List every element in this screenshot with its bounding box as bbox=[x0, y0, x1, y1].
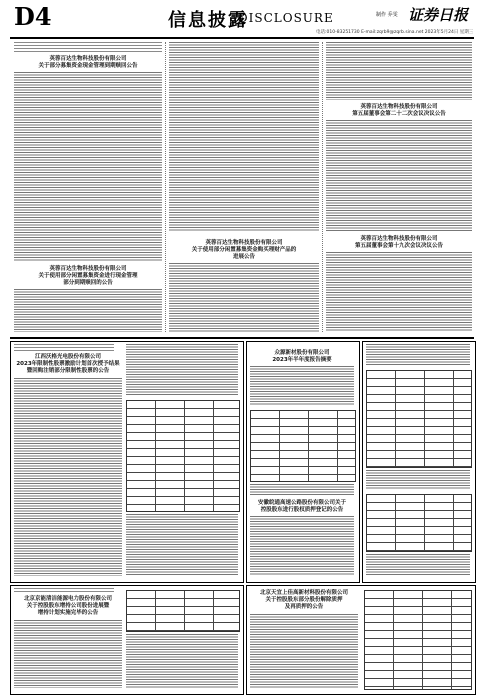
article-title: 英蓉百达生物科技股份有限公司 bbox=[205, 240, 283, 246]
column-divider bbox=[165, 42, 166, 332]
article-subtitle: 关于控股股东部分股份解除质押 bbox=[265, 597, 343, 603]
article-subtitle: 2023年半年度报告摘要 bbox=[272, 357, 332, 363]
text-block bbox=[366, 344, 470, 366]
text-block bbox=[366, 554, 470, 576]
data-table bbox=[364, 590, 472, 690]
article-title: 北京天宜上佳高新材料股份有限公司 bbox=[259, 590, 348, 596]
data-table bbox=[366, 370, 472, 468]
article-title: 英蓉百达生物科技股份有限公司 bbox=[49, 56, 127, 62]
column-divider bbox=[322, 42, 323, 332]
page-code: D4 bbox=[14, 2, 52, 31]
text-block bbox=[326, 252, 472, 332]
meta-line: 电话:010-83251730 E-mail:zqrb9@zqrb.sina.net 2023年5月24日 星期三 bbox=[316, 30, 474, 35]
section-title-en: DISCLOSURE bbox=[238, 11, 334, 25]
text-block bbox=[169, 42, 319, 232]
article-subtitle: 及再质押的公告 bbox=[284, 604, 324, 610]
section-title: 信息披露 bbox=[168, 10, 248, 31]
header-rule bbox=[10, 37, 474, 39]
article-subtitle: 关于部分募集资金现金管理到期赎回公告 bbox=[38, 63, 138, 69]
text-block bbox=[14, 42, 162, 54]
text-block bbox=[14, 620, 122, 688]
page-header bbox=[0, 0, 484, 38]
text-block bbox=[126, 514, 238, 576]
article-title: 英蓉百达生物科技股份有限公司 bbox=[360, 236, 438, 242]
text-block bbox=[14, 72, 162, 262]
article-subtitle: 关于使用部分闲置募集资金购买理财产品的 bbox=[191, 247, 297, 253]
data-table bbox=[126, 400, 240, 512]
text-block bbox=[126, 634, 238, 688]
article-subtitle: 2023年限制性股票激励计划首次授予结果 bbox=[16, 361, 120, 367]
text-block bbox=[366, 470, 470, 490]
text-block bbox=[169, 263, 319, 332]
text-block bbox=[14, 344, 114, 352]
text-block bbox=[250, 516, 354, 576]
text-block bbox=[326, 42, 472, 100]
text-block bbox=[14, 588, 114, 594]
article-subtitle: 增持计划实施完毕的公告 bbox=[37, 610, 99, 616]
article-subtitle: 控股股东进行股权质押登记的公告 bbox=[260, 507, 344, 513]
text-block bbox=[250, 614, 358, 688]
article-title: 英蓉百达生物科技股份有限公司 bbox=[49, 266, 127, 272]
text-block bbox=[326, 120, 472, 232]
text-block bbox=[250, 366, 354, 406]
article-title: 安徽皖通高速公路股份有限公司关于 bbox=[257, 500, 346, 506]
data-table bbox=[126, 590, 240, 632]
text-block bbox=[14, 378, 122, 576]
article-title: 北京京能清洁能源电力股份有限公司 bbox=[23, 596, 112, 602]
article-subtitle: 暨回购注销部分限制性股票的公告 bbox=[26, 368, 110, 374]
article-subtitle: 进展公告 bbox=[232, 254, 255, 260]
text-block bbox=[250, 484, 354, 496]
article-title: 英蓉百达生物科技股份有限公司 bbox=[360, 104, 438, 110]
article-subtitle: 第五届董事会第二十二次会议决议公告 bbox=[352, 111, 446, 117]
data-table bbox=[250, 410, 356, 482]
article-title: 众源新材股份有限公司 bbox=[274, 350, 330, 356]
article-title: 江西沃格光电股份有限公司 bbox=[34, 354, 101, 360]
edition-credit: 制作 乔雯 bbox=[376, 12, 398, 18]
section-rule bbox=[10, 337, 474, 339]
article-subtitle: 关于控股股东增持公司股份进展暨 bbox=[26, 603, 110, 609]
article-subtitle: 第五届董事会第十九次会议决议公告 bbox=[354, 243, 443, 249]
article-subtitle: 关于使用部分闲置募集资金进行现金管理 bbox=[38, 273, 138, 279]
text-block bbox=[14, 289, 162, 332]
text-block bbox=[126, 344, 238, 396]
data-table bbox=[366, 494, 472, 552]
article-subtitle: 部分到期赎回的公告 bbox=[63, 280, 113, 286]
masthead-logo: 证券日报 bbox=[408, 6, 469, 24]
